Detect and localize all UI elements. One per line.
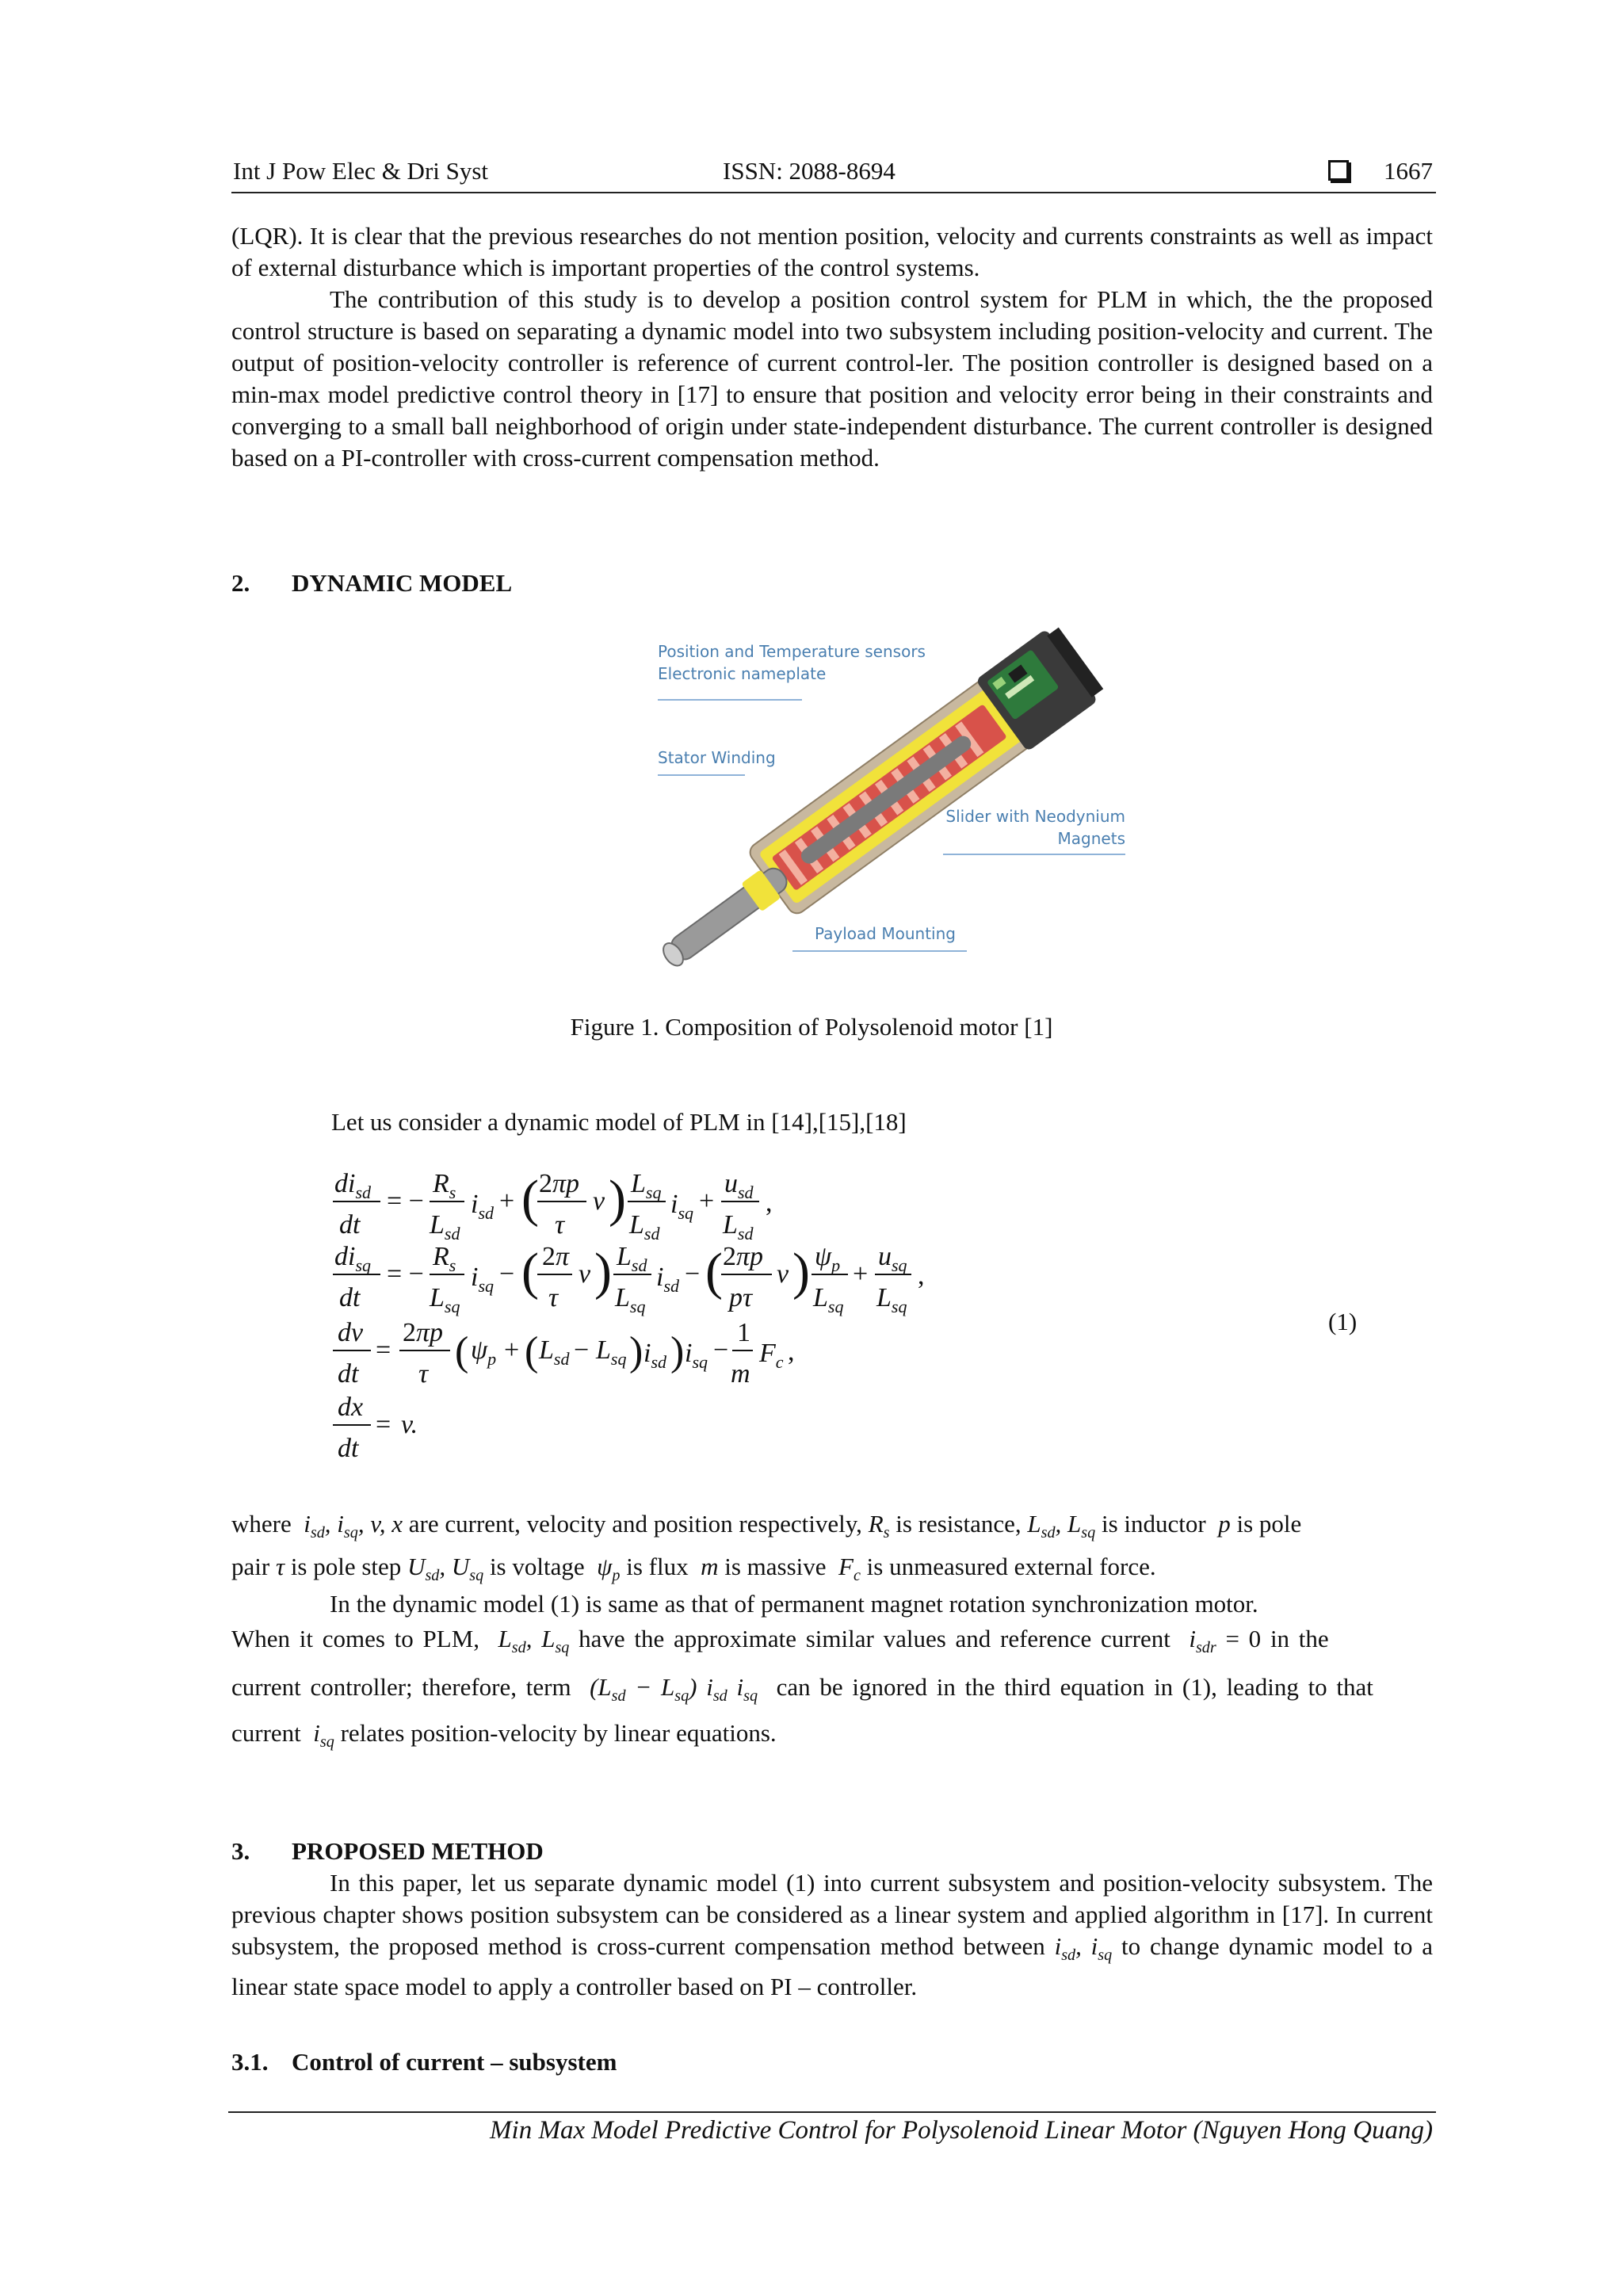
svg-text:2πp: 2πp: [539, 1169, 580, 1198]
note-text-4a: current: [231, 1719, 301, 1747]
where-text-1: are current, velocity and position respectively,: [408, 1510, 862, 1538]
note-line-1: In the dynamic model (1) is same as that of permanent magnet rotation synchronization motor.: [330, 1590, 1258, 1618]
note-line-3: current controller; therefore, term $(L_{sd} - L_{sq})$ $i_{sd}$ $i_{sq}$ can be ignored in the third equation in (1), leading to that: [231, 1673, 1373, 1706]
section-heading-2: [231, 567, 512, 599]
where-text-6: is pole step: [290, 1553, 402, 1580]
svg-text:): ): [629, 1329, 643, 1374]
svg-text:Lsd: $L_{sd}$: [430, 1210, 460, 1244]
page-header: [231, 155, 1436, 193]
svg-text:): ): [792, 1243, 810, 1301]
figure-polysolenoid-motor: [634, 626, 1125, 983]
svg-text:Lsd: $L_{sd}$: [539, 1335, 570, 1369]
svg-text:v: v: [593, 1186, 605, 1216]
svg-text:(: (: [705, 1243, 723, 1301]
note-line-4: current $i_{sq}$ relates position-velocity by linear equations.: [231, 1719, 777, 1752]
svg-text:Lsq: $L_{sq}$: [631, 1169, 662, 1202]
svg-text:,: ,: [766, 1188, 773, 1217]
note-text-3b: can be ignored in the third equation in (1), leading to that: [776, 1673, 1373, 1701]
svg-text:Lsq: $L_{sq}$: [596, 1335, 627, 1369]
svg-text:τ: τ: [555, 1210, 565, 1240]
svg-text:dv: dv: [338, 1318, 364, 1347]
figure-caption: Figure 1. Composition of Polysolenoid motor [1]: [570, 1013, 1053, 1041]
section-number: 2.: [231, 569, 250, 597]
svg-text:v.: v.: [401, 1410, 418, 1439]
svg-text:ψp: $\psi_p$: [471, 1335, 497, 1369]
section-title: DYNAMIC MODEL: [292, 569, 513, 597]
page-number: [1328, 155, 1433, 187]
svg-text:isd: $i_{sd}$: [471, 1190, 495, 1223]
svg-text:dt: dt: [338, 1434, 359, 1463]
svg-text:−: −: [499, 1259, 515, 1289]
where-text-7: is voltage: [489, 1553, 585, 1580]
svg-text:(: (: [525, 1329, 539, 1374]
where-text-10: is unmeasured external force.: [866, 1553, 1156, 1580]
subsection-number: 3.1.: [231, 2048, 269, 2076]
svg-text:v: v: [777, 1259, 789, 1289]
svg-text:dt: dt: [339, 1210, 361, 1240]
svg-text:Lsd: $L_{sd}$: [629, 1210, 660, 1244]
svg-text:dt: dt: [338, 1359, 359, 1389]
section3-text: In this paper, let us separate dynamic model (1) into current subsystem and position-velocity subsystem. The previous chapter shows position subsystem can be considered as a linear system and applied algorithm in [17]. In current subsystem, the proposed method is cross-current compensation method between: [231, 1869, 1433, 1960]
svg-text:+: +: [699, 1186, 715, 1216]
where-line-2: pair τ is pole step $U_{sd}$, $U_{sq}$ is voltage $\psi_p$ is flux m is massive $F_c$ is unmeasured external force.: [231, 1553, 1156, 1585]
svg-text:(: (: [521, 1170, 539, 1228]
svg-text:pτ: pτ: [729, 1283, 753, 1312]
section3-paragraph: In this paper, let us separate dynamic model (1) into current subsystem and position-velocity subsystem. The previous chapter shows position subsystem can be considered as a linear system and applied algorithm in [17]. In current subsystem, the proposed method is cross-current compensation method between $i_{sd}$, $i_{sq}$ to change dynamic model to a linear state space model to apply a controller based on PI – controller.: [231, 1869, 1434, 2001]
note-text-4b: relates position-velocity by linear equations.: [340, 1719, 777, 1747]
svg-text:disq: $di_{sq}$: [334, 1242, 372, 1275]
svg-text:τ: τ: [548, 1283, 559, 1312]
page-number-value: 1667: [1384, 157, 1433, 185]
svg-text:1: 1: [737, 1318, 750, 1347]
note-text-2b: have the approximate similar values and reference current: [579, 1625, 1170, 1652]
svg-text:): ): [670, 1329, 685, 1374]
svg-text:isq: $i_{sq}$: [471, 1263, 495, 1296]
svg-text:,: ,: [788, 1337, 795, 1366]
svg-text:): ): [609, 1170, 626, 1228]
subsection-title: Control of current – subsystem: [292, 2048, 617, 2076]
svg-text:+: +: [504, 1335, 520, 1365]
model-intro: Let us consider a dynamic model of PLM in [14],[15],[18]: [331, 1108, 907, 1136]
label-slider: [945, 805, 1125, 850]
svg-text:Lsd: $L_{sd}$: [617, 1242, 647, 1275]
svg-text:disd: $di_{sd}$: [334, 1169, 372, 1202]
where-text-4: is pole: [1236, 1510, 1302, 1538]
svg-text:Fc: $F_c$: [759, 1339, 784, 1372]
journal-name: Int J Pow Elec & Dri Syst: [233, 157, 489, 185]
svg-text:usd: $u_{sd}$: [724, 1169, 754, 1202]
note-line-2: When it comes to PLM, $L_{sd}$, $L_{sq}$ have the approximate similar values and reference current $i_{sdr} = 0$ in the: [231, 1625, 1329, 1657]
label-stator: Stator Winding: [658, 748, 776, 767]
label-sensors: [658, 640, 926, 685]
section-number: 3.: [231, 1837, 250, 1865]
svg-text:isd: $i_{sd}$: [643, 1339, 667, 1372]
svg-text:−: −: [574, 1335, 590, 1365]
svg-text:2πp: 2πp: [723, 1242, 764, 1271]
intro-paragraph-1: (LQR). It is clear that the previous researches do not mention position, velocity and currents constraints as well as impact of external disturbance which is important properties of the control systems.: [231, 222, 1433, 281]
page-footer: Min Max Model Predictive Control for Polysolenoid Linear Motor (Nguyen Hong Quang): [490, 2116, 1433, 2145]
label-sensors-line2: Electronic nameplate: [658, 664, 827, 683]
svg-text:=: =: [376, 1410, 391, 1439]
svg-text:(: (: [455, 1329, 469, 1374]
where-text-8: is flux: [626, 1553, 689, 1580]
equation-svg: [331, 1165, 934, 1482]
svg-text:v: v: [579, 1259, 591, 1289]
svg-text:(: (: [521, 1243, 539, 1301]
intro-paragraph-2: The contribution of this study is to develop a position control system for PLM in which, the the proposed control structure is based on separating a dynamic model into two subsystem including position-velocity and current. The output of position-velocity controller is reference of current control-ler. The position controller is designed based on a min-max model predictive control theory in [17] to ensure that position and velocity error being in their constraints and converging to a small ball neighborhood of origin under state-independent disturbance. The current controller is designed based on a PI-controller with cross-current compensation method.: [231, 285, 1433, 472]
where-text-2: is resistance,: [896, 1510, 1022, 1538]
section-heading-3-1: [231, 2046, 617, 2078]
svg-text:Lsd: $L_{sd}$: [723, 1210, 754, 1244]
svg-text:Rs: $R_s$: [433, 1242, 456, 1275]
square-bullet-icon: [1328, 160, 1349, 181]
where-text-9: is massive: [724, 1553, 827, 1580]
svg-text:2πp: 2πp: [403, 1318, 444, 1347]
svg-text:2π: 2π: [542, 1242, 570, 1271]
svg-text:): ): [594, 1243, 612, 1301]
svg-text:dt: dt: [339, 1283, 361, 1312]
equation-block-1: [331, 1165, 934, 1482]
label-slider-line1: Slider with Neodynium: [945, 807, 1125, 826]
svg-text:isq: $i_{sq}$: [685, 1339, 708, 1372]
note-text-3a: current controller; therefore, term: [231, 1673, 571, 1701]
svg-text:Lsq: $L_{sq}$: [615, 1283, 646, 1316]
where-text-5: pair: [231, 1553, 270, 1580]
section-title: PROPOSED METHOD: [292, 1837, 544, 1865]
svg-text:ψp: $\psi_p$: [815, 1242, 841, 1275]
svg-text:= −: = −: [387, 1186, 424, 1216]
section-heading-3: [231, 1836, 544, 1867]
svg-text:Rs: $R_s$: [433, 1169, 456, 1202]
svg-text:=: =: [376, 1335, 391, 1365]
note-text-2a: When it comes to PLM,: [231, 1625, 480, 1652]
where-line-1: where $i_{sd}$, $i_{sq}$, v, x are current, velocity and position respectively, $R_s$ is resistance, $L_{sd}$, $L_{sq}$ is inductor p is pole: [231, 1510, 1302, 1542]
svg-text:,: ,: [918, 1261, 925, 1290]
svg-text:m: m: [731, 1359, 750, 1389]
issn: ISSN: 2088-8694: [723, 157, 896, 185]
where-text-3: is inductor: [1101, 1510, 1206, 1538]
equation-number: (1): [1328, 1308, 1358, 1335]
note-text-2c: in the: [1270, 1625, 1329, 1652]
svg-text:= −: = −: [387, 1259, 424, 1289]
svg-text:isd: $i_{sd}$: [656, 1263, 680, 1296]
section3-text-end: to change dynamic model to a linear state space model to apply a controller based on PI – controller.: [231, 1932, 1434, 2001]
svg-text:Lsq: $L_{sq}$: [813, 1283, 844, 1316]
svg-text:Lsq: $L_{sq}$: [430, 1283, 460, 1316]
label-sensors-line1: Position and Temperature sensors: [658, 642, 926, 661]
svg-text:isq: $i_{sq}$: [670, 1190, 694, 1223]
svg-text:+: +: [853, 1259, 869, 1289]
svg-text:dx: dx: [338, 1392, 364, 1422]
svg-text:Lsq: $L_{sq}$: [876, 1283, 907, 1316]
label-slider-line2: Magnets: [1057, 829, 1125, 848]
svg-text:τ: τ: [418, 1359, 429, 1389]
svg-text:+: +: [499, 1186, 515, 1216]
label-payload: Payload Mounting: [815, 924, 956, 943]
svg-text:−: −: [713, 1335, 729, 1365]
svg-text:−: −: [685, 1259, 701, 1289]
svg-text:usq: $u_{sq}$: [878, 1242, 907, 1275]
